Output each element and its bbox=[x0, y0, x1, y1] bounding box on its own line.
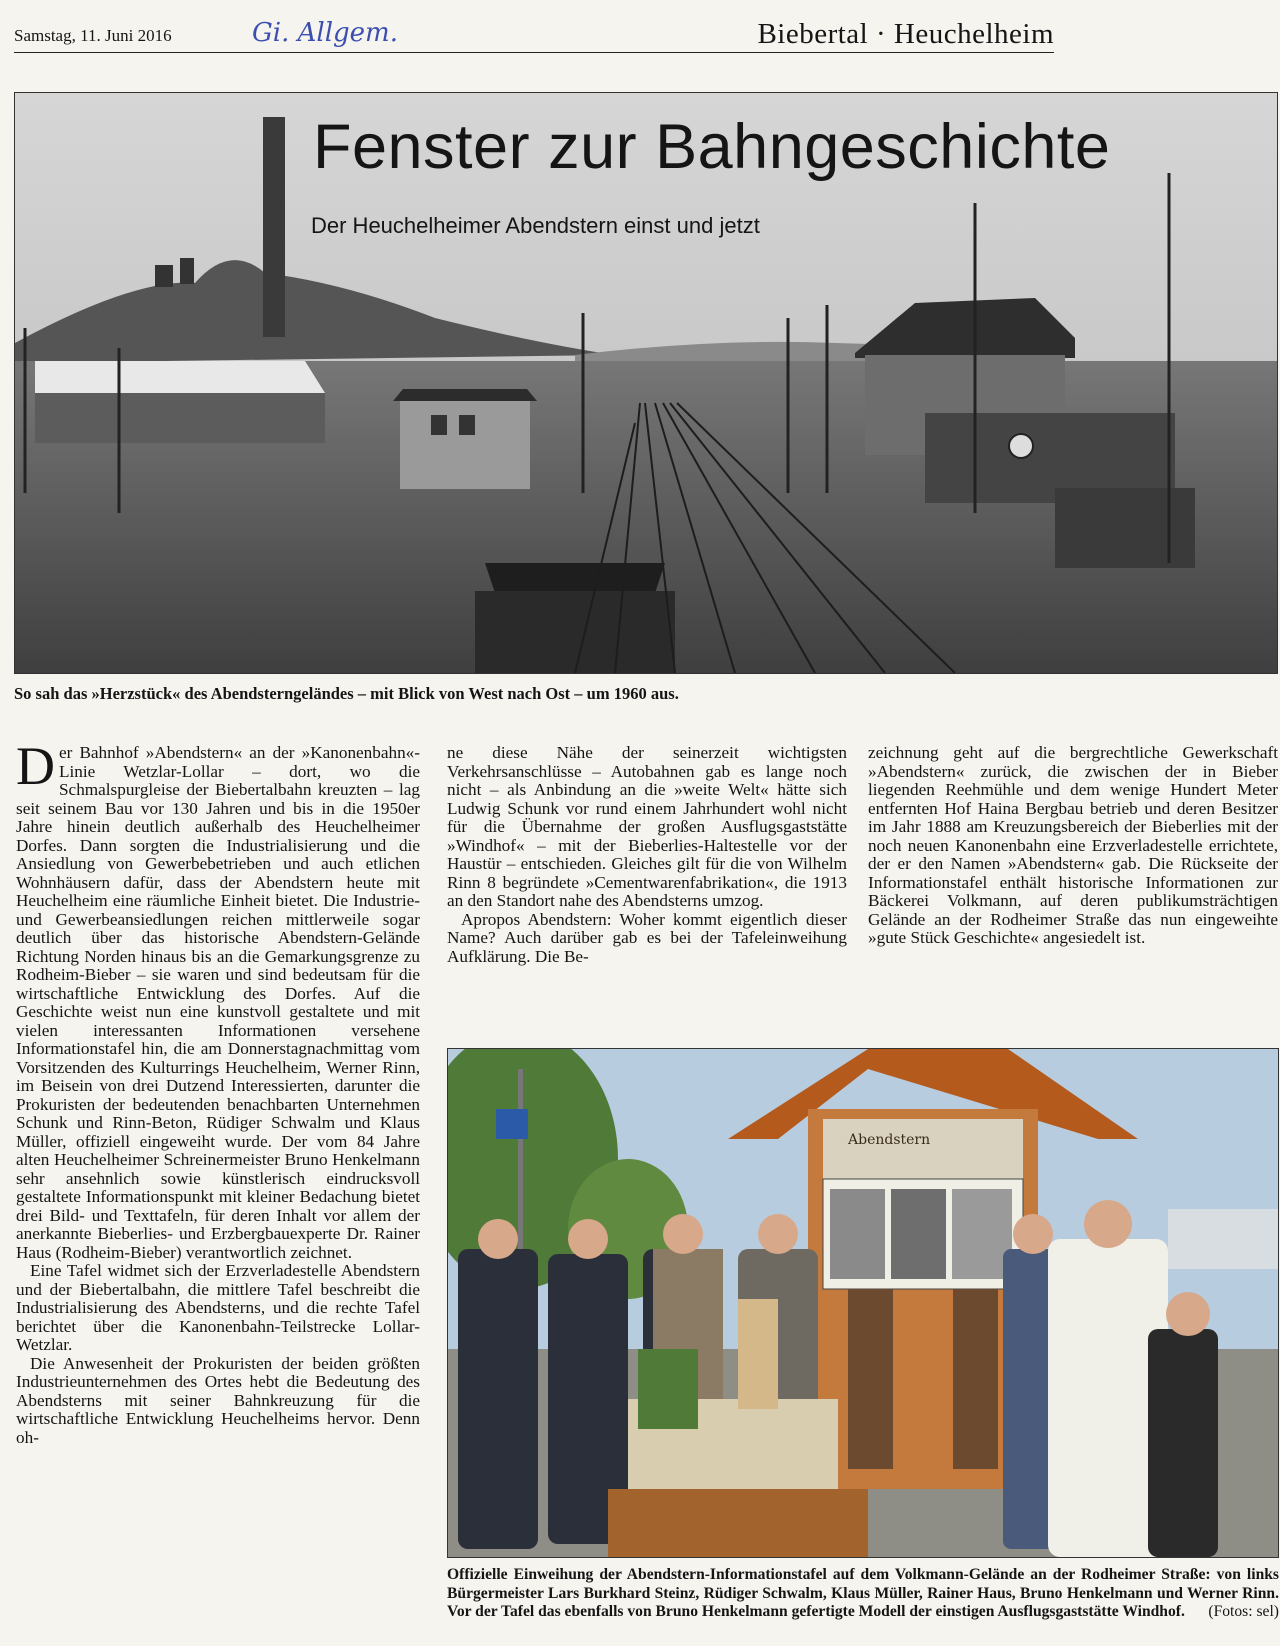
photo1-caption: So sah das »Herzstück« des Abendsterngeländes – mit Blick von West nach Ost – um 1960 aus. bbox=[14, 684, 679, 703]
paragraph-6: zeichnung geht auf die bergrechtliche Gewerkschaft »Abendstern« zurück, die zwischen der in Bieber liegenden Reehmühle und dem wenige Hundert Meter entfernten Hof Haina Bergbau betrieb und deren Besitzer im Jahr 1888 am Kreuzungsbereich der Bieberlies mit der noch neuen Kanonenbahn eine Erzverladestelle errichtete, der er den Namen »Abendstern« gab. Die Rückseite der Informationstafel enthält historische Informationen zur Bäckerei Volkmann, auf deren publikumsträchtigen Gelände an der Rodheimer Straße das nun eingeweihte »gute Stück Geschichte« angesiedelt ist. bbox=[868, 744, 1278, 947]
paragraph-3: Die Anwesenheit der Prokuristen der beiden größten Industrieunternehmen des Ortes hebt die Bedeutung des Abendsterns mit seiner Bahnkreuzung für die wirtschaftliche Entwicklung Heuchelheims hervor. Denn oh- bbox=[16, 1353, 420, 1447]
paragraph-5: Apropos Abendstern: Woher kommt eigentlich dieser Name? Auch darüber gab es bei der Tafeleinweihung Aufklärung. Die Be- bbox=[447, 909, 847, 966]
article-headline: Fenster zur Bahngeschichte bbox=[313, 112, 1111, 182]
article-subheadline: Der Heuchelheimer Abendstern einst und jetzt bbox=[311, 213, 760, 238]
paragraph-1 bbox=[16, 744, 420, 1262]
article-column-1 bbox=[16, 744, 420, 1642]
article-column-3 bbox=[868, 744, 1278, 1014]
article-column-2 bbox=[447, 744, 847, 1014]
dedication-illustration bbox=[448, 1049, 1278, 1557]
sign-title: Abendstern bbox=[848, 1132, 931, 1148]
page-header bbox=[14, 18, 1054, 53]
photo-credit: (Fotos: sel) bbox=[1208, 1603, 1279, 1620]
photo2-caption bbox=[447, 1566, 1279, 1622]
paragraph-2: Eine Tafel widmet sich der Erzverladestelle Abendstern und der Biebertalbahn, die mittlere Tafel beschreibt die Industrialisierung des Abendsterns, und die rechte Tafel berichtet über die Kanonenbahn-Teilstrecke Lollar-Wetzlar. bbox=[16, 1261, 420, 1354]
photo2-caption-text: Offizielle Einweihung der Abendstern-Informationstafel auf dem Volkmann-Gelände an der Rodheimer Straße: von links Bürgermeister Lars Burkhard Steinz, Rüdiger Schwalm, Klaus Müller, Rainer Haus, Bruno Henkelmann und Werner Rinn. Vor der Tafel das ebenfalls von Bruno Henkelmann gefertigte Modell der einstigen Ausflugsgaststätte Windhof. bbox=[447, 1566, 1279, 1620]
issue-date: Samstag, 11. Juni 2016 bbox=[14, 26, 172, 45]
handwritten-note: Gi. Allgem. bbox=[252, 18, 398, 48]
dropcap: D bbox=[16, 744, 55, 796]
paragraph-4: ne diese Nähe der seinerzeit wichtigsten Verkehrsanschlüsse – Autobahnen gab es lange noch nicht – als Anbindung an die »weite Welt« hätte sich Ludwig Schunk vor rund einem Jahrhundert wohl nicht für die Übernahme der großen Ausflugsgaststätte »Windhof« – mit der Bieberlies-Haltestelle vor der Haustür – entschieden. Gleiches gilt für die von Wilhelm Rinn 8 begründete »Cementwarenfabrikation«, die 1913 an den Standort nahe des Abendsterns umzog. bbox=[447, 744, 847, 910]
section-title: Biebertal · Heuchelheim bbox=[757, 18, 1054, 50]
paragraph-1-text: er Bahnhof »Abendstern« an der »Kanonenbahn«-Linie Wetzlar-Lollar – dort, wo die Schmalspurgleise der Biebertalbahn kreuzten – lag seit seinem Bau vor 130 Jahren und bis in die 1950er Jahre hinein deutlich außerhalb des Heuchelheimer Dorfes. Dann sorgten die Industrialisierung und die Ansiedlung von Gewerbebetrieben und auch etlichen Wohnhäusern dafür, dass der Abendstern heute mit Heuchelheim eine räumliche Einheit bietet. Die Industrie- und Gewerbeansiedlungen reichen mittlerweile sogar deutlich über das historische Abendstern-Gelände Richtung Norden hinaus bis an die Gemarkungsgrenze zu Rodheim-Bieber – sie waren und sind bedeutsam für die wirtschaftliche Entwicklung des Dorfes. Auf die Geschichte weist nun eine kunstvoll gestaltete und mit vielen interessanten Informationen versehene Informationstafel hin, die am Donnerstagnachmittag vom Vorsitzenden des Kulturrings Heuchelheim, Werner Rinn, im Beisein von drei Dutzend Interessierten, darunter die Prokuristen der bedeutenden benachbarten Unternehmen Schunk und Rinn-Beton, Rüdiger Schwalm und Klaus Müller, offiziell eingeweiht wurde. Der vom 84 Jahre alten Heuchelheimer Schreinermeister Bruno Henkelmann sehr ansehnlich sowie künstlerisch eindrucksvoll gestaltete Informationspunkt mit kleiner Bedachung bietet drei Bild- und Texttafeln, für deren Inhalt vor allem der anerkannte Bieberlies- und Erzbergbauexperte Dr. Rainer Haus (Rodheim-Bieber) verantwortlich zeichnet. bbox=[16, 744, 420, 1262]
dedication-photo bbox=[447, 1048, 1279, 1558]
historic-station-photo bbox=[14, 92, 1278, 674]
